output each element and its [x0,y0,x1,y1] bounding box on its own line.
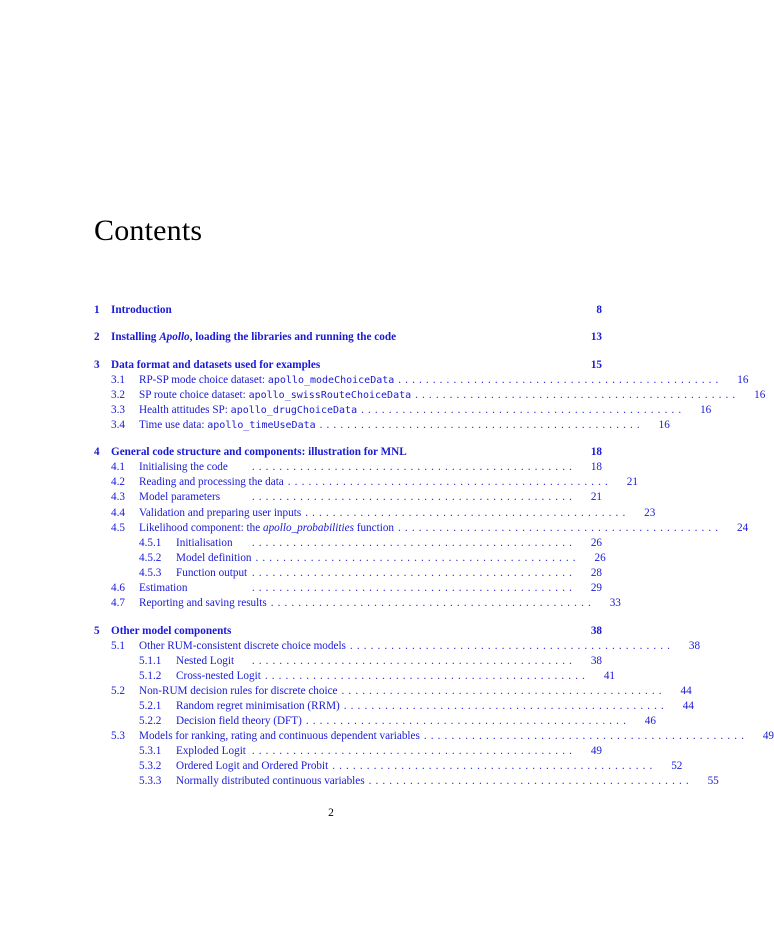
leader-dots: ............................................... [319,418,644,431]
toc-subsection-5-3-2[interactable] [94,759,683,774]
leader-dots: ............................................... [287,476,612,489]
toc-subsection-5-2-1[interactable] [94,699,694,714]
leader-dots: ............................................... [251,461,576,474]
toc-number: 5 [94,624,100,637]
leader-dots: ............................................... [415,388,740,401]
toc-page: 44 [680,684,692,697]
toc-title: Cross-nested Logit [176,669,261,682]
toc-section-4-1[interactable] [94,460,602,475]
toc-section-5-2[interactable] [94,684,692,699]
toc-title: Random regret minimisation (RRM) [176,699,340,712]
leader-dots: ............................................... [251,745,576,758]
toc-page: 21 [626,476,638,489]
toc-title: Model parameters [139,491,221,504]
toc-section-4-2[interactable] [94,475,638,490]
toc-title: Likelihood component: the apollo_probabilities function [139,521,395,534]
toc-number: 4.5.1 [139,536,162,549]
toc-title: RP-SP mode choice dataset: apollo_modeChoiceData [139,373,395,386]
leader-dots: ............................................... [251,491,576,504]
leader-dots: ............................................... [264,669,589,682]
toc-title: Reading and processing the data [139,476,284,489]
toc-title: Validation and preparing user inputs [139,506,302,519]
toc-number: 5.3 [111,730,125,743]
toc-page: 55 [707,775,719,788]
toc-title: Models for ranking, rating and continuous dependent variables [139,730,420,743]
toc-number: 4.3 [111,491,125,504]
toc-page: 13 [590,331,602,344]
toc-title: Ordered Logit and Ordered Probit [176,760,329,773]
toc-number: 4.7 [111,597,125,610]
toc-title: Model definition [176,551,252,564]
toc-number: 4 [94,446,100,459]
toc-title: Other model components [111,624,232,637]
toc-number: 4.6 [111,582,125,595]
toc-section-4-5[interactable] [94,521,749,536]
leader-dots: ............................................... [251,536,576,549]
toc-chapter-2[interactable] [94,330,602,345]
leader-dots: ............................................... [343,699,668,712]
toc-number: 5.1 [111,639,125,652]
toc-section-3-3[interactable] [94,403,712,418]
toc-number: 5.3.1 [139,745,162,758]
toc-page: 24 [737,521,749,534]
toc-page: 38 [590,624,602,637]
toc-number: 3 [94,358,100,371]
toc-page: 52 [671,760,683,773]
toc-title: Nested Logit [176,654,235,667]
toc-subsection-5-3-1[interactable] [94,744,602,759]
leader-dots: ............................................... [305,506,630,519]
toc-page: 16 [754,388,766,401]
toc-subsection-4-5-3[interactable] [94,566,602,581]
toc-section-5-3[interactable] [94,729,774,744]
toc-page: 21 [590,491,602,504]
toc-page: 15 [590,358,602,371]
toc-number: 2 [94,331,100,344]
toc-section-3-1[interactable] [94,373,749,388]
toc-number: 5.2.2 [139,714,162,727]
toc-subsection-5-1-1[interactable] [94,654,602,669]
leader-dots: ............................................... [251,566,576,579]
toc-page: 38 [688,639,701,652]
toc-number: 4.4 [111,506,125,519]
toc-chapter-3[interactable] [94,358,602,373]
toc-title: Estimation [139,582,188,595]
toc-number: 5.1.1 [139,654,162,667]
toc-section-4-4[interactable] [94,506,656,521]
page-title: Contents [94,214,203,247]
toc-number: 4.5.2 [139,551,162,564]
leader-dots: ............................................... [305,714,630,727]
toc-title: Initialisation [176,536,233,549]
toc-section-4-7[interactable] [94,596,621,611]
toc-title: Function output [176,566,248,579]
toc-section-4-3[interactable] [94,490,602,505]
toc-page: 16 [700,403,712,416]
toc-number: 1 [94,304,100,316]
toc-title: Time use data: apollo_timeUseData [139,418,316,431]
toc-subsection-4-5-1[interactable] [94,536,602,551]
toc-number: 3.3 [111,403,125,416]
leader-dots: ............................................... [255,551,580,564]
toc-number: 4.5.3 [139,566,162,579]
leader-dots: ............................................... [398,373,723,386]
toc-page: 16 [658,418,670,431]
toc-page: 29 [590,582,602,595]
toc-page: 33 [609,597,621,610]
page-number: 2 [328,807,334,819]
toc-title: Initialising the code [139,461,228,474]
toc-subsection-5-2-2[interactable] [94,714,656,729]
toc-title: Data format and datasets used for examples [111,358,321,371]
toc-section-5-1[interactable] [94,639,701,654]
leader-dots: ............................................... [423,730,749,743]
toc-number: 4.5 [111,521,125,534]
toc-chapter-1[interactable] [94,303,602,318]
toc-number: 5.2 [111,684,125,697]
leader-dots: ............................................... [332,760,657,773]
toc-page: 49 [762,730,774,743]
leader-dots: ............................................... [251,654,576,667]
toc-title: Normally distributed continuous variables [176,775,365,788]
leader-dots: ............................................... [361,403,686,416]
toc-subsection-5-1-2[interactable] [94,669,615,684]
leader-dots: ............................................... [368,775,693,788]
toc-page: 46 [644,714,656,727]
toc-page: 26 [594,551,606,564]
toc-number: 5.1.2 [139,669,162,682]
toc-subsection-4-5-2[interactable] [94,551,606,566]
toc-number: 3.4 [111,418,125,431]
toc-title: General code structure and components: illustration for MNL [111,446,407,459]
toc-subsection-5-3-3[interactable] [94,774,719,789]
toc-page: 18 [590,461,602,474]
toc-number: 3.2 [111,388,125,401]
toc-number: 5.3.2 [139,760,162,773]
toc-title: Installing Apollo, loading the libraries and running the code [111,331,397,344]
toc-section-3-4[interactable] [94,418,670,433]
toc-page: 28 [590,566,602,579]
toc-section-3-2[interactable] [94,388,766,403]
leader-dots: ............................................... [398,521,723,534]
toc-page: 23 [644,506,656,519]
toc-chapter-4[interactable] [94,445,602,460]
toc-page: 44 [682,699,694,712]
toc-title: Decision field theory (DFT) [176,714,302,727]
toc-title: Other RUM-consistent discrete choice models [139,639,346,652]
toc-number: 4.2 [111,476,125,489]
toc-number: 5.3.3 [139,775,162,788]
toc-title: SP route choice dataset: apollo_swissRouteChoiceData [139,388,412,401]
toc-title: Health attitudes SP: apollo_drugChoiceData [139,403,358,416]
leader-dots: ............................................... [251,582,576,595]
toc-number: 4.1 [111,461,125,474]
leader-dots: ............................................... [341,684,666,697]
toc-page: 38 [590,654,602,667]
leader-dots: ............................................... [270,597,595,610]
toc-section-4-6[interactable] [94,581,602,596]
toc-page: 41 [603,669,615,682]
toc-title: Introduction [111,304,172,316]
toc-title: Non-RUM decision rules for discrete choice [139,684,338,697]
toc-number: 5.2.1 [139,699,162,712]
toc-title: Reporting and saving results [139,597,267,610]
toc-page: 49 [590,745,602,758]
toc-page: 8 [596,304,602,316]
leader-dots: ............................................... [349,639,675,652]
toc-page: 26 [590,536,602,549]
table-of-contents [94,303,774,789]
toc-number: 3.1 [111,373,125,386]
toc-title: Exploded Logit [176,745,246,758]
toc-chapter-5[interactable] [94,624,602,639]
toc-page: 16 [737,373,749,386]
toc-page: 18 [590,446,602,459]
